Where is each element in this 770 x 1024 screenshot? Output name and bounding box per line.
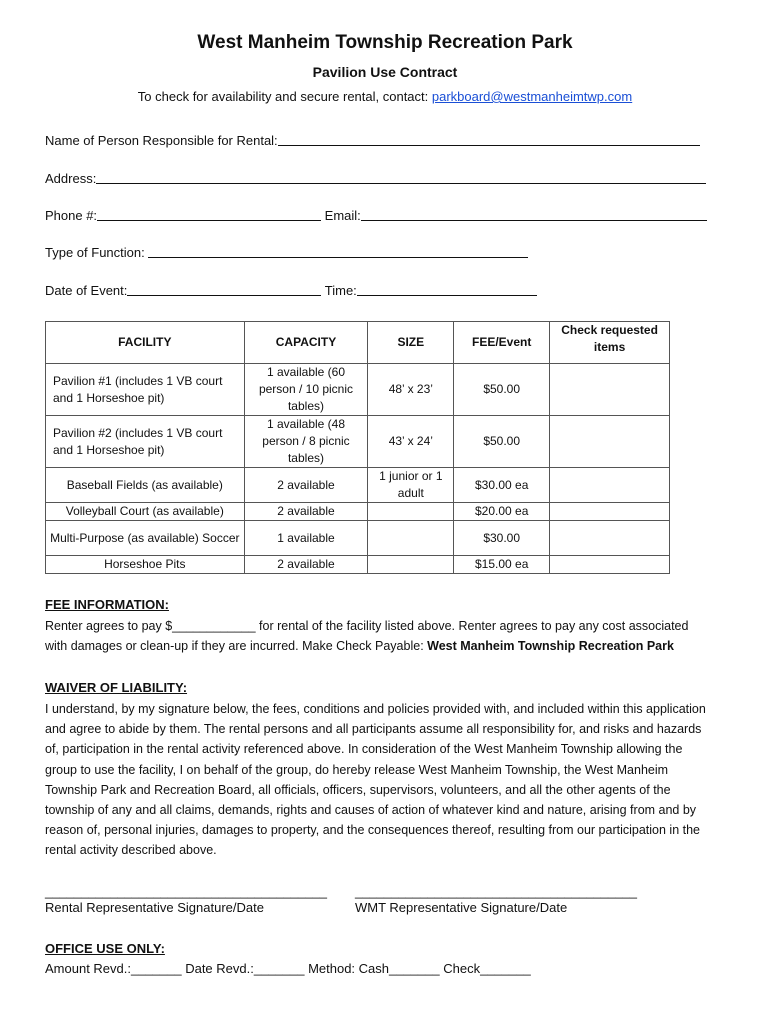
contact-line xyxy=(0,89,770,104)
fee-line-1: Renter agrees to pay $____________ for rental of the facility listed above. Renter agrees to pay any cost associated xyxy=(45,619,689,633)
check-cell[interactable] xyxy=(550,503,670,521)
facility-cell: Pavilion #1 (includes 1 VB court and 1 Horseshoe pit) xyxy=(46,364,245,416)
table-row xyxy=(46,416,670,468)
facility-cell: Pavilion #2 (includes 1 VB court and 1 Horseshoe pit) xyxy=(46,416,245,468)
address-field-row xyxy=(45,170,706,186)
waiver-line: I understand, by my signature below, the fees, conditions and policies provided with, and included within this application xyxy=(45,702,706,716)
facility-cell: Multi-Purpose (as available) Soccer xyxy=(46,521,245,556)
phone-email-row xyxy=(45,207,707,223)
date-label: Date of Event: xyxy=(45,283,128,298)
fee-cell: $50.00 xyxy=(454,364,550,416)
table-row xyxy=(46,556,670,574)
waiver-line: rental activity described above. xyxy=(45,843,217,858)
table-row xyxy=(46,503,670,521)
table-row xyxy=(46,521,670,556)
capacity-cell: 1 available (60 person / 10 picnic tables) xyxy=(244,364,368,416)
waiver-line: group to use the facility, I on behalf of the group, do hereby release West Manheim Township, the West Manheim xyxy=(45,762,669,777)
capacity-cell: 2 available xyxy=(244,556,368,574)
function-field[interactable] xyxy=(148,244,528,258)
wmt-signature-label: WMT Representative Signature/Date xyxy=(355,900,568,915)
office-heading: OFFICE USE ONLY: xyxy=(45,941,165,956)
waiver-line: township of any and all claims, demands, rights and causes of action of whatever kind and nature, arising from and by xyxy=(45,803,697,818)
email-label: Email: xyxy=(324,208,361,223)
header-size: SIZE xyxy=(368,322,454,364)
document-subtitle: Pavilion Use Contract xyxy=(312,64,458,80)
table-row xyxy=(46,468,670,503)
document-title: West Manheim Township Recreation Park xyxy=(197,32,573,53)
waiver-line: reason of, personal injuries, damages to property, and the consequences thereof, resulting from our participation in the xyxy=(45,823,701,838)
function-field-row xyxy=(45,244,528,260)
waiver-line: of, participation in the rental activity referenced above. In consideration of the West Manheim Township allowing the xyxy=(45,742,683,757)
size-cell: 1 junior or 1 adult xyxy=(368,468,454,503)
date-field[interactable] xyxy=(127,282,321,296)
time-field[interactable] xyxy=(357,282,537,296)
waiver-paragraph xyxy=(45,699,735,861)
fee-cell: $50.00 xyxy=(454,416,550,468)
function-label: Type of Function: xyxy=(45,245,145,260)
fee-cell: $15.00 ea xyxy=(454,556,550,574)
payable-to: West Manheim Township Recreation Park xyxy=(427,639,674,654)
table-row xyxy=(46,364,670,416)
fee-paragraph xyxy=(45,616,735,656)
check-cell[interactable] xyxy=(550,521,670,556)
capacity-cell: 1 available (48 person / 8 picnic tables) xyxy=(244,416,368,468)
size-cell xyxy=(368,503,454,521)
name-field[interactable] xyxy=(278,132,700,146)
facility-cell: Volleyball Court (as available) xyxy=(46,503,245,521)
size-cell: 43’ x 24’ xyxy=(368,416,454,468)
header-fee: FEE/Event xyxy=(454,322,550,364)
fee-cell: $30.00 xyxy=(454,521,550,556)
date-time-row xyxy=(45,282,537,298)
check-cell[interactable] xyxy=(550,416,670,468)
fee-line-2 xyxy=(45,636,735,656)
renter-signature-line[interactable]: _______________________________________ xyxy=(45,884,327,899)
renter-signature-label: Rental Representative Signature/Date xyxy=(45,900,264,915)
check-cell[interactable] xyxy=(550,468,670,503)
name-field-row xyxy=(45,132,700,148)
check-cell[interactable] xyxy=(550,556,670,574)
capacity-cell: 2 available xyxy=(244,468,368,503)
facility-table xyxy=(45,321,670,574)
fee-line-2-prefix: with damages or clean-up if they are incurred. Make Check Payable: xyxy=(45,639,428,654)
fee-cell: $20.00 ea xyxy=(454,503,550,521)
facility-cell: Baseball Fields (as available) xyxy=(46,468,245,503)
time-label: Time: xyxy=(324,283,357,298)
waiver-heading: WAIVER OF LIABILITY: xyxy=(45,680,188,695)
size-cell: 48’ x 23’ xyxy=(368,364,454,416)
header-facility: FACILITY xyxy=(46,322,245,364)
header-capacity: CAPACITY xyxy=(244,322,368,364)
fee-cell: $30.00 ea xyxy=(454,468,550,503)
waiver-line: and agree to abide by them. The rental persons and all participants assume all responsibility for, and risks and hazards xyxy=(45,722,702,737)
phone-label: Phone #: xyxy=(45,208,98,223)
fee-heading: FEE INFORMATION: xyxy=(45,597,169,612)
capacity-cell: 2 available xyxy=(244,503,368,521)
check-cell[interactable] xyxy=(550,364,670,416)
contact-prefix: To check for availability and secure rental, contact: xyxy=(137,89,432,104)
size-cell xyxy=(368,556,454,574)
address-field[interactable] xyxy=(96,170,706,184)
header-check-requested: Check requested items xyxy=(550,322,670,364)
facility-cell: Horseshoe Pits xyxy=(46,556,245,574)
wmt-signature-line[interactable]: _______________________________________ xyxy=(355,884,637,899)
waiver-line: Township Park and Recreation Board, all officials, officers, supervisors, volunteers, and all the other agents of the xyxy=(45,782,671,797)
capacity-cell: 1 available xyxy=(244,521,368,556)
email-field[interactable] xyxy=(361,207,707,221)
contact-email-link[interactable]: parkboard@westmanheimtwp.com xyxy=(431,89,633,104)
name-label: Name of Person Responsible for Rental: xyxy=(45,133,278,148)
size-cell xyxy=(368,521,454,556)
phone-field[interactable] xyxy=(97,207,321,221)
table-header-row xyxy=(46,322,670,364)
address-label: Address: xyxy=(45,171,97,186)
office-use-line: Amount Revd.:_______ Date Revd.:_______ Method: Cash_______ Check_______ xyxy=(45,961,531,976)
